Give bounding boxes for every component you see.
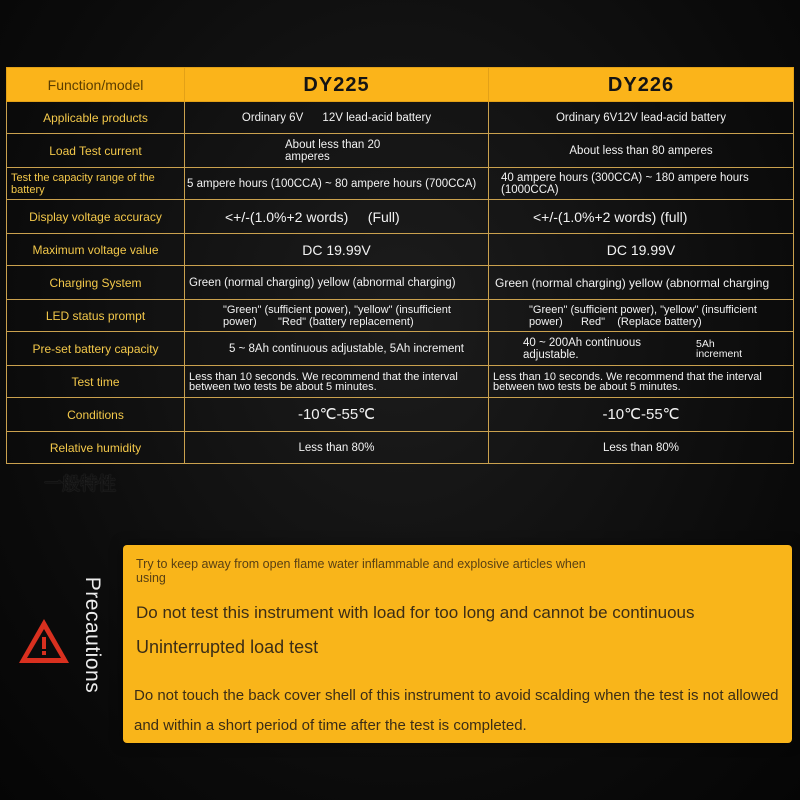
row-label: LED status prompt xyxy=(7,300,185,332)
table-row xyxy=(7,134,794,168)
row-label: Applicable products xyxy=(7,102,185,134)
dy226-value xyxy=(489,332,794,366)
precautions-box xyxy=(123,545,792,743)
precaution-line-1: Try to keep away from open flame water inflammable and explosive articles when using xyxy=(136,557,586,585)
table-row xyxy=(7,234,794,266)
dy225-value: Ordinary 6V 12V lead-acid battery xyxy=(185,102,489,134)
row-label: Load Test current xyxy=(7,134,185,168)
dy226-value: Less than 10 seconds. We recommend that the interval between two tests be about 5 minutes. xyxy=(489,366,794,398)
row-label: Display voltage accuracy xyxy=(7,200,185,234)
dy226-value: Less than 80% xyxy=(489,432,794,464)
table-row xyxy=(7,398,794,432)
table-row xyxy=(7,366,794,398)
row-label: Pre-set battery capacity xyxy=(7,332,185,366)
row-label: Relative humidity xyxy=(7,432,185,464)
dy226-capacity-increment: 5Ah increment xyxy=(696,337,743,360)
dy225-value: <+/-(1.0%+2 words) (Full) xyxy=(185,200,489,234)
dy226-value: Green (normal charging) yellow (abnormal charging xyxy=(489,266,794,300)
row-label: Test time xyxy=(7,366,185,398)
table-header-row xyxy=(7,68,794,102)
dy225-value: Green (normal charging) yellow (abnormal charging) xyxy=(185,266,489,300)
row-label: Test the capacity range of the battery xyxy=(7,168,185,200)
dy225-value: -10℃-55℃ xyxy=(185,398,489,432)
dy226-value: -10℃-55℃ xyxy=(489,398,794,432)
row-label: Maximum voltage value xyxy=(7,234,185,266)
table-row xyxy=(7,332,794,366)
table-row xyxy=(7,266,794,300)
dy226-value: "Green" (sufficient power), "yellow" (insufficient power) Red" (Replace battery) xyxy=(489,300,794,332)
model-dy225: DY225 xyxy=(185,68,489,102)
dy226-value: About less than 80 amperes xyxy=(489,134,794,168)
table-row xyxy=(7,102,794,134)
dy226-value: Ordinary 6V12V lead-acid battery xyxy=(489,102,794,134)
precautions-label xyxy=(78,565,106,705)
dy225-value: 5 ampere hours (100CCA) ~ 80 ampere hours (700CCA) xyxy=(185,168,489,200)
row-label: Charging System xyxy=(7,266,185,300)
table-row xyxy=(7,200,794,234)
table-row xyxy=(7,432,794,464)
dy226-value: <+/-(1.0%+2 words) (full) xyxy=(489,200,794,234)
precautions-title: Precautions xyxy=(81,576,104,694)
model-dy226: DY226 xyxy=(489,68,794,102)
dy226-value: 40 ampere hours (300CCA) ~ 180 ampere hours (1000CCA) xyxy=(489,168,794,200)
precaution-line-2: Do not test this instrument with load for too long and cannot be continuous xyxy=(136,603,695,622)
table-row xyxy=(7,300,794,332)
warning-triangle-icon xyxy=(17,617,71,665)
dy226-capacity-text: 40 ~ 200Ah continuous adjustable. xyxy=(523,336,641,361)
precaution-line-3: Uninterrupted load test xyxy=(136,637,319,657)
function-model-label: Function/model xyxy=(7,68,185,102)
row-label: Conditions xyxy=(7,398,185,432)
dy225-value: DC 19.99V xyxy=(185,234,489,266)
table-row xyxy=(7,168,794,200)
spec-table xyxy=(6,67,794,464)
dy225-value: "Green" (sufficient power), "yellow" (insufficient power) "Red" (battery replacement) xyxy=(185,300,489,332)
general-characteristics-heading: 一般特性 xyxy=(44,474,116,494)
dy225-value: Less than 10 seconds. We recommend that the interval between two tests be about 5 minutes. xyxy=(185,366,489,398)
precaution-line-4: Do not touch the back cover shell of this instrument to avoid scalding when the test is not allowed and within a short period of time after the test is completed. xyxy=(134,687,779,734)
dy225-value: Less than 80% xyxy=(185,432,489,464)
dy226-value: DC 19.99V xyxy=(489,234,794,266)
dy225-value: 5 ~ 8Ah continuous adjustable, 5Ah increment xyxy=(185,332,489,366)
dy225-value: About less than 20 amperes xyxy=(185,134,489,168)
